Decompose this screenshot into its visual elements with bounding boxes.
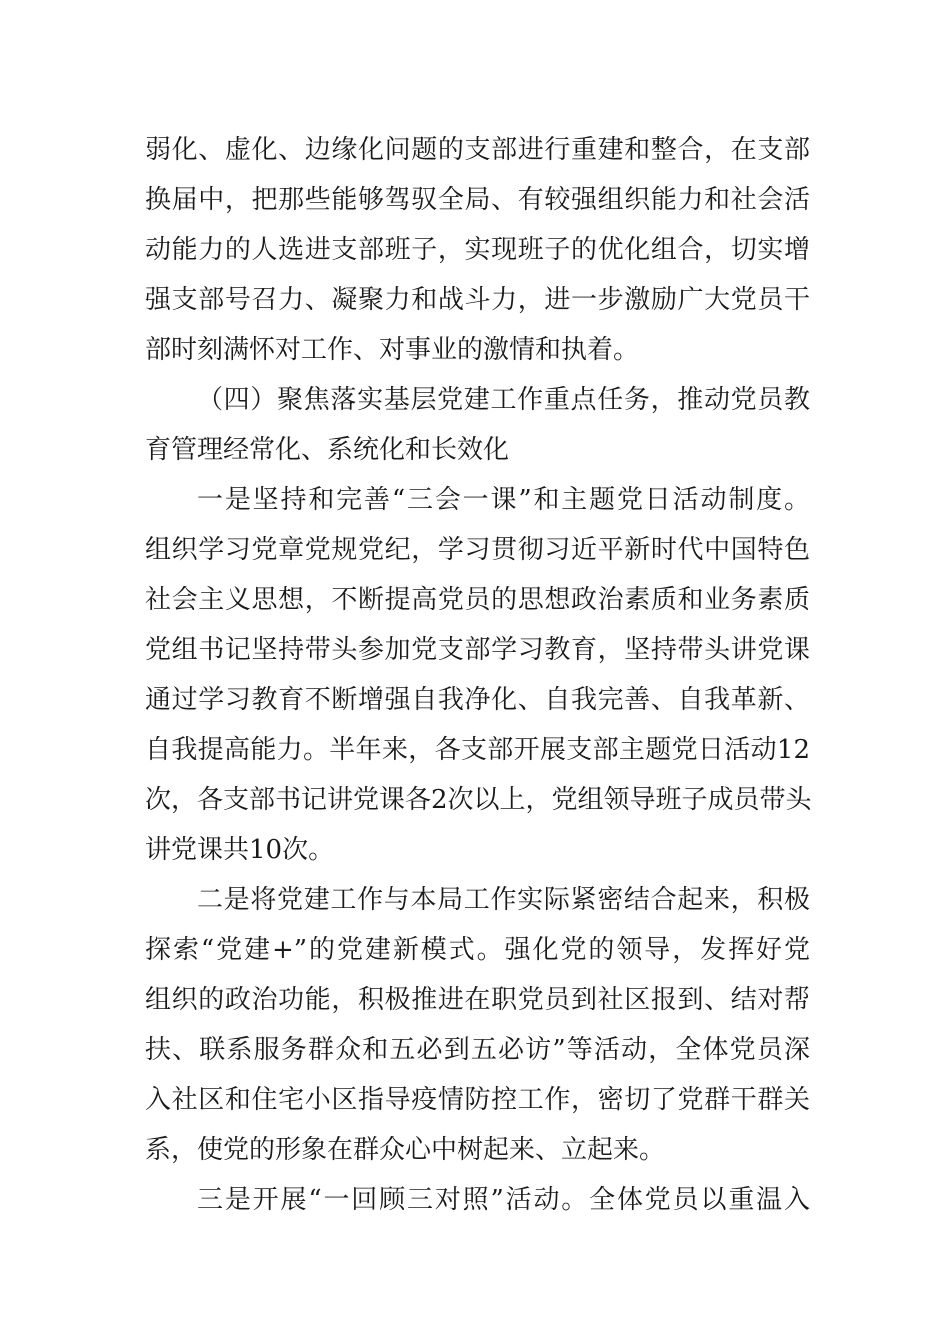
paragraph-point-two xyxy=(145,875,810,1175)
text-line: 一是坚持和完善“三会一课”和主题党日活动制度。 xyxy=(197,485,810,515)
text-line: 扶、联系服务群众和五必到五必访”等活动，全体党员深 xyxy=(145,1035,810,1065)
paragraph-point-one xyxy=(145,475,810,875)
text-line: 社会主义思想，不断提高党员的思想政治素质和业务素质 xyxy=(145,585,810,615)
text-line: 次，各支部书记讲党课各2次以上，党组领导班子成员带头 xyxy=(145,785,812,815)
text-line: 三是开展“一回顾三对照”活动。全体党员以重温入 xyxy=(197,1185,810,1215)
document-body xyxy=(145,125,810,1225)
heading-line: 育管理经常化、系统化和长效化 xyxy=(145,435,510,465)
text-line: 二是将党建工作与本局工作实际紧密结合起来，积极 xyxy=(197,885,810,915)
text-line: 弱化、虚化、边缘化问题的支部进行重建和整合，在支部 xyxy=(145,135,810,165)
text-line: 组织学习党章党规党纪，学习贯彻习近平新时代中国特色 xyxy=(145,535,810,565)
text-line: 讲党课共10次。 xyxy=(145,835,335,865)
paragraph-branch-rebuild xyxy=(145,125,810,375)
text-line: 换届中，把那些能够驾驭全局、有较强组织能力和社会活 xyxy=(145,185,810,215)
text-line: 入社区和住宅小区指导疫情防控工作，密切了党群干群关 xyxy=(145,1085,810,1115)
paragraph-point-three xyxy=(145,1175,810,1225)
text-line: 党组书记坚持带头参加党支部学习教育，坚持带头讲党课 xyxy=(145,635,810,665)
text-line: 自我提高能力。半年来，各支部开展支部主题党日活动12 xyxy=(145,735,810,765)
text-line: 组织的政治功能，积极推进在职党员到社区报到、结对帮 xyxy=(145,985,810,1015)
text-line: 探索“党建+”的党建新模式。强化党的领导，发挥好党 xyxy=(145,935,810,965)
text-line: 通过学习教育不断增强自我净化、自我完善、自我革新、 xyxy=(145,685,810,715)
text-line: 动能力的人选进支部班子，实现班子的优化组合，切实增 xyxy=(145,235,810,265)
section-heading-four xyxy=(145,375,810,475)
text-line: 部时刻满怀对工作、对事业的激情和执着。 xyxy=(145,335,640,365)
text-line: 系，使党的形象在群众心中树起来、立起来。 xyxy=(145,1135,666,1165)
heading-line: （四）聚焦落实基层党建工作重点任务，推动党员教 xyxy=(197,385,810,415)
text-line: 强支部号召力、凝聚力和战斗力，进一步激励广大党员干 xyxy=(145,285,810,315)
